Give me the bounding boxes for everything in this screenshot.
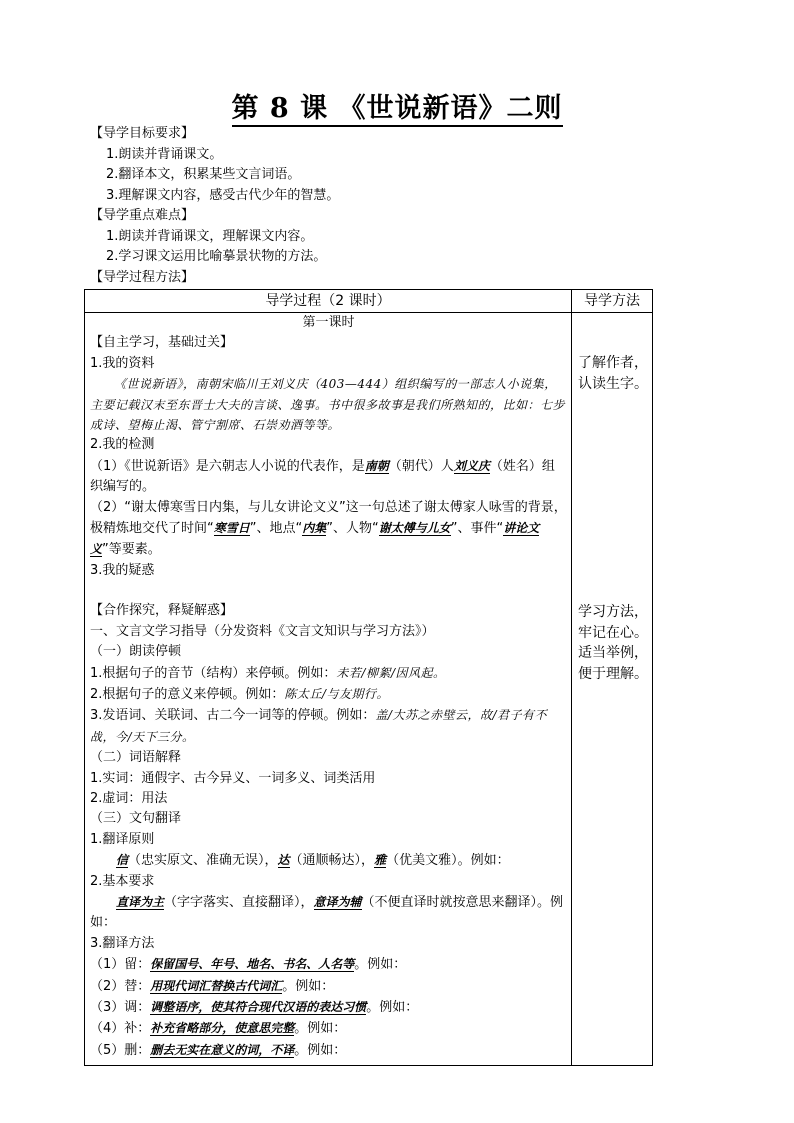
answer-blank: 刘义庆 (453, 458, 490, 473)
goals-heading: 【导学目标要求】 (90, 126, 195, 141)
answer-blank: 谢太傅与儿女 (378, 521, 451, 536)
process-heading: 【导学过程方法】 (90, 269, 195, 285)
coop-heading: 【合作探究，释疑解惑】 (90, 603, 234, 619)
check-title: 2.我的检测 (90, 437, 155, 453)
method-item: （3）调：调整语序，使其符合现代汉语的表达习惯。例如： (90, 1000, 419, 1015)
method-note-1: 了解作者，认读生字。 (578, 355, 648, 392)
key-points-heading: 【导学重点难点】 (90, 208, 195, 223)
section-words: （二）词语解释 (90, 750, 182, 766)
translation-principle-title: 1.翻译原则 (90, 831, 155, 847)
method-item: （1）留：保留国号、年号、地名、书名、人名等。例如： (90, 957, 407, 973)
method-item: （5）删：删去无实在意义的词，不译。例如： (90, 1042, 347, 1058)
material-text: 《世说新语》，南朝宋临川王刘义庆（403—444）组织编写的一部志人小说集，主要记载汉末至东晋士大夫的言谈、逸事。书中很多故事是我们所熟知的，比如：七步成诗、望梅止渴、管宁割席、石崇劝酒等等。 (90, 377, 566, 433)
rule-item: 3.发语词、关联词、古二今一词等的停顿。例如：盖/大苏之赤壁云，故/君子有不战，今/天下三分。 (90, 708, 547, 744)
basic-requirement: 直译为主（字字落实、直接翻译），意译为辅（不便直译时就按意思来翻译）。例如： (90, 894, 564, 931)
section-translation: （三）文句翻译 (90, 811, 182, 827)
answer-blank: 寒雪日 (213, 521, 250, 536)
goal-item: 2.翻译本文，积累某些文言词语。 (106, 167, 301, 182)
table-header-row (85, 290, 653, 313)
table-row (85, 313, 653, 1066)
col-header-method: 导学方法 (572, 290, 653, 313)
rule-item: 1.根据句子的音节（结构）来停顿。例如：未若/柳絮/因风起。 (90, 665, 446, 681)
method-cell (572, 313, 653, 1066)
translation-principle: 信（忠实原文、准确无误），达（通顺畅达），雅（优美文雅）。例如： (116, 853, 510, 869)
method-item: （2）替：用现代词汇替换古代词汇。例如： (90, 978, 335, 994)
check-question-1: （1）《世说新语》是六朝志人小说的代表作，是南朝（朝代）人刘义庆（姓名）组织编写的。 (90, 458, 555, 495)
section-reading: （一）朗读停顿 (90, 644, 182, 660)
answer-blank: 内集 (302, 521, 327, 536)
page-title: 第 8 课 《世说新语》二则 (0, 86, 794, 125)
word-item: 1.实词：通假字、古今异义、一词多义、词类活用 (90, 770, 376, 786)
answer-blank: 讲论文义 (90, 521, 540, 557)
col-header-process: 导学过程（2 课时） (85, 290, 572, 313)
guide-line: 一、文言文学习指导（分发资料《文言文知识与学习方法》） (90, 623, 435, 639)
key-point-item: 2.学习课文运用比喻摹景状物的方法。 (106, 249, 327, 264)
process-cell (85, 313, 572, 1066)
key-point-item: 1.朗读并背诵课文，理解课文内容。 (106, 228, 314, 244)
method-item: （4）补：补充省略部分，使意思完整。例如： (90, 1021, 347, 1037)
goal-item: 3.理解课文内容，感受古代少年的智慧。 (106, 187, 340, 203)
lesson-label: 第一课时 (302, 315, 355, 330)
self-study-heading: 【自主学习，基础过关】 (90, 335, 234, 351)
guide-table (84, 289, 653, 1066)
method-note-2: 学习方法，牢记在心。适当举例，便于理解。 (578, 604, 648, 682)
rule-item: 2.根据句子的意义来停顿。例如：陈太丘/与友期行。 (90, 686, 389, 702)
doubt-title: 3.我的疑惑 (90, 562, 155, 578)
header-section (90, 124, 650, 288)
word-item: 2.虚词：用法 (90, 790, 168, 806)
material-title: 1.我的资料 (90, 355, 155, 371)
answer-blank: 南朝 (364, 458, 389, 473)
goal-item: 1.朗读并背诵课文。 (106, 146, 223, 162)
translation-method-title: 3.翻译方法 (90, 935, 155, 951)
basic-requirement-title: 2.基本要求 (90, 873, 155, 889)
check-question-2: （2）“谢太傅寒雪日内集，与儿女讲论文义”这一句总述了谢太傅家人咏雪的背景，极精炼地交代了时间“寒雪日”、地点“内集”、人物“谢太傅与儿女”、事件“讲论文义”等要素。 (90, 499, 567, 558)
